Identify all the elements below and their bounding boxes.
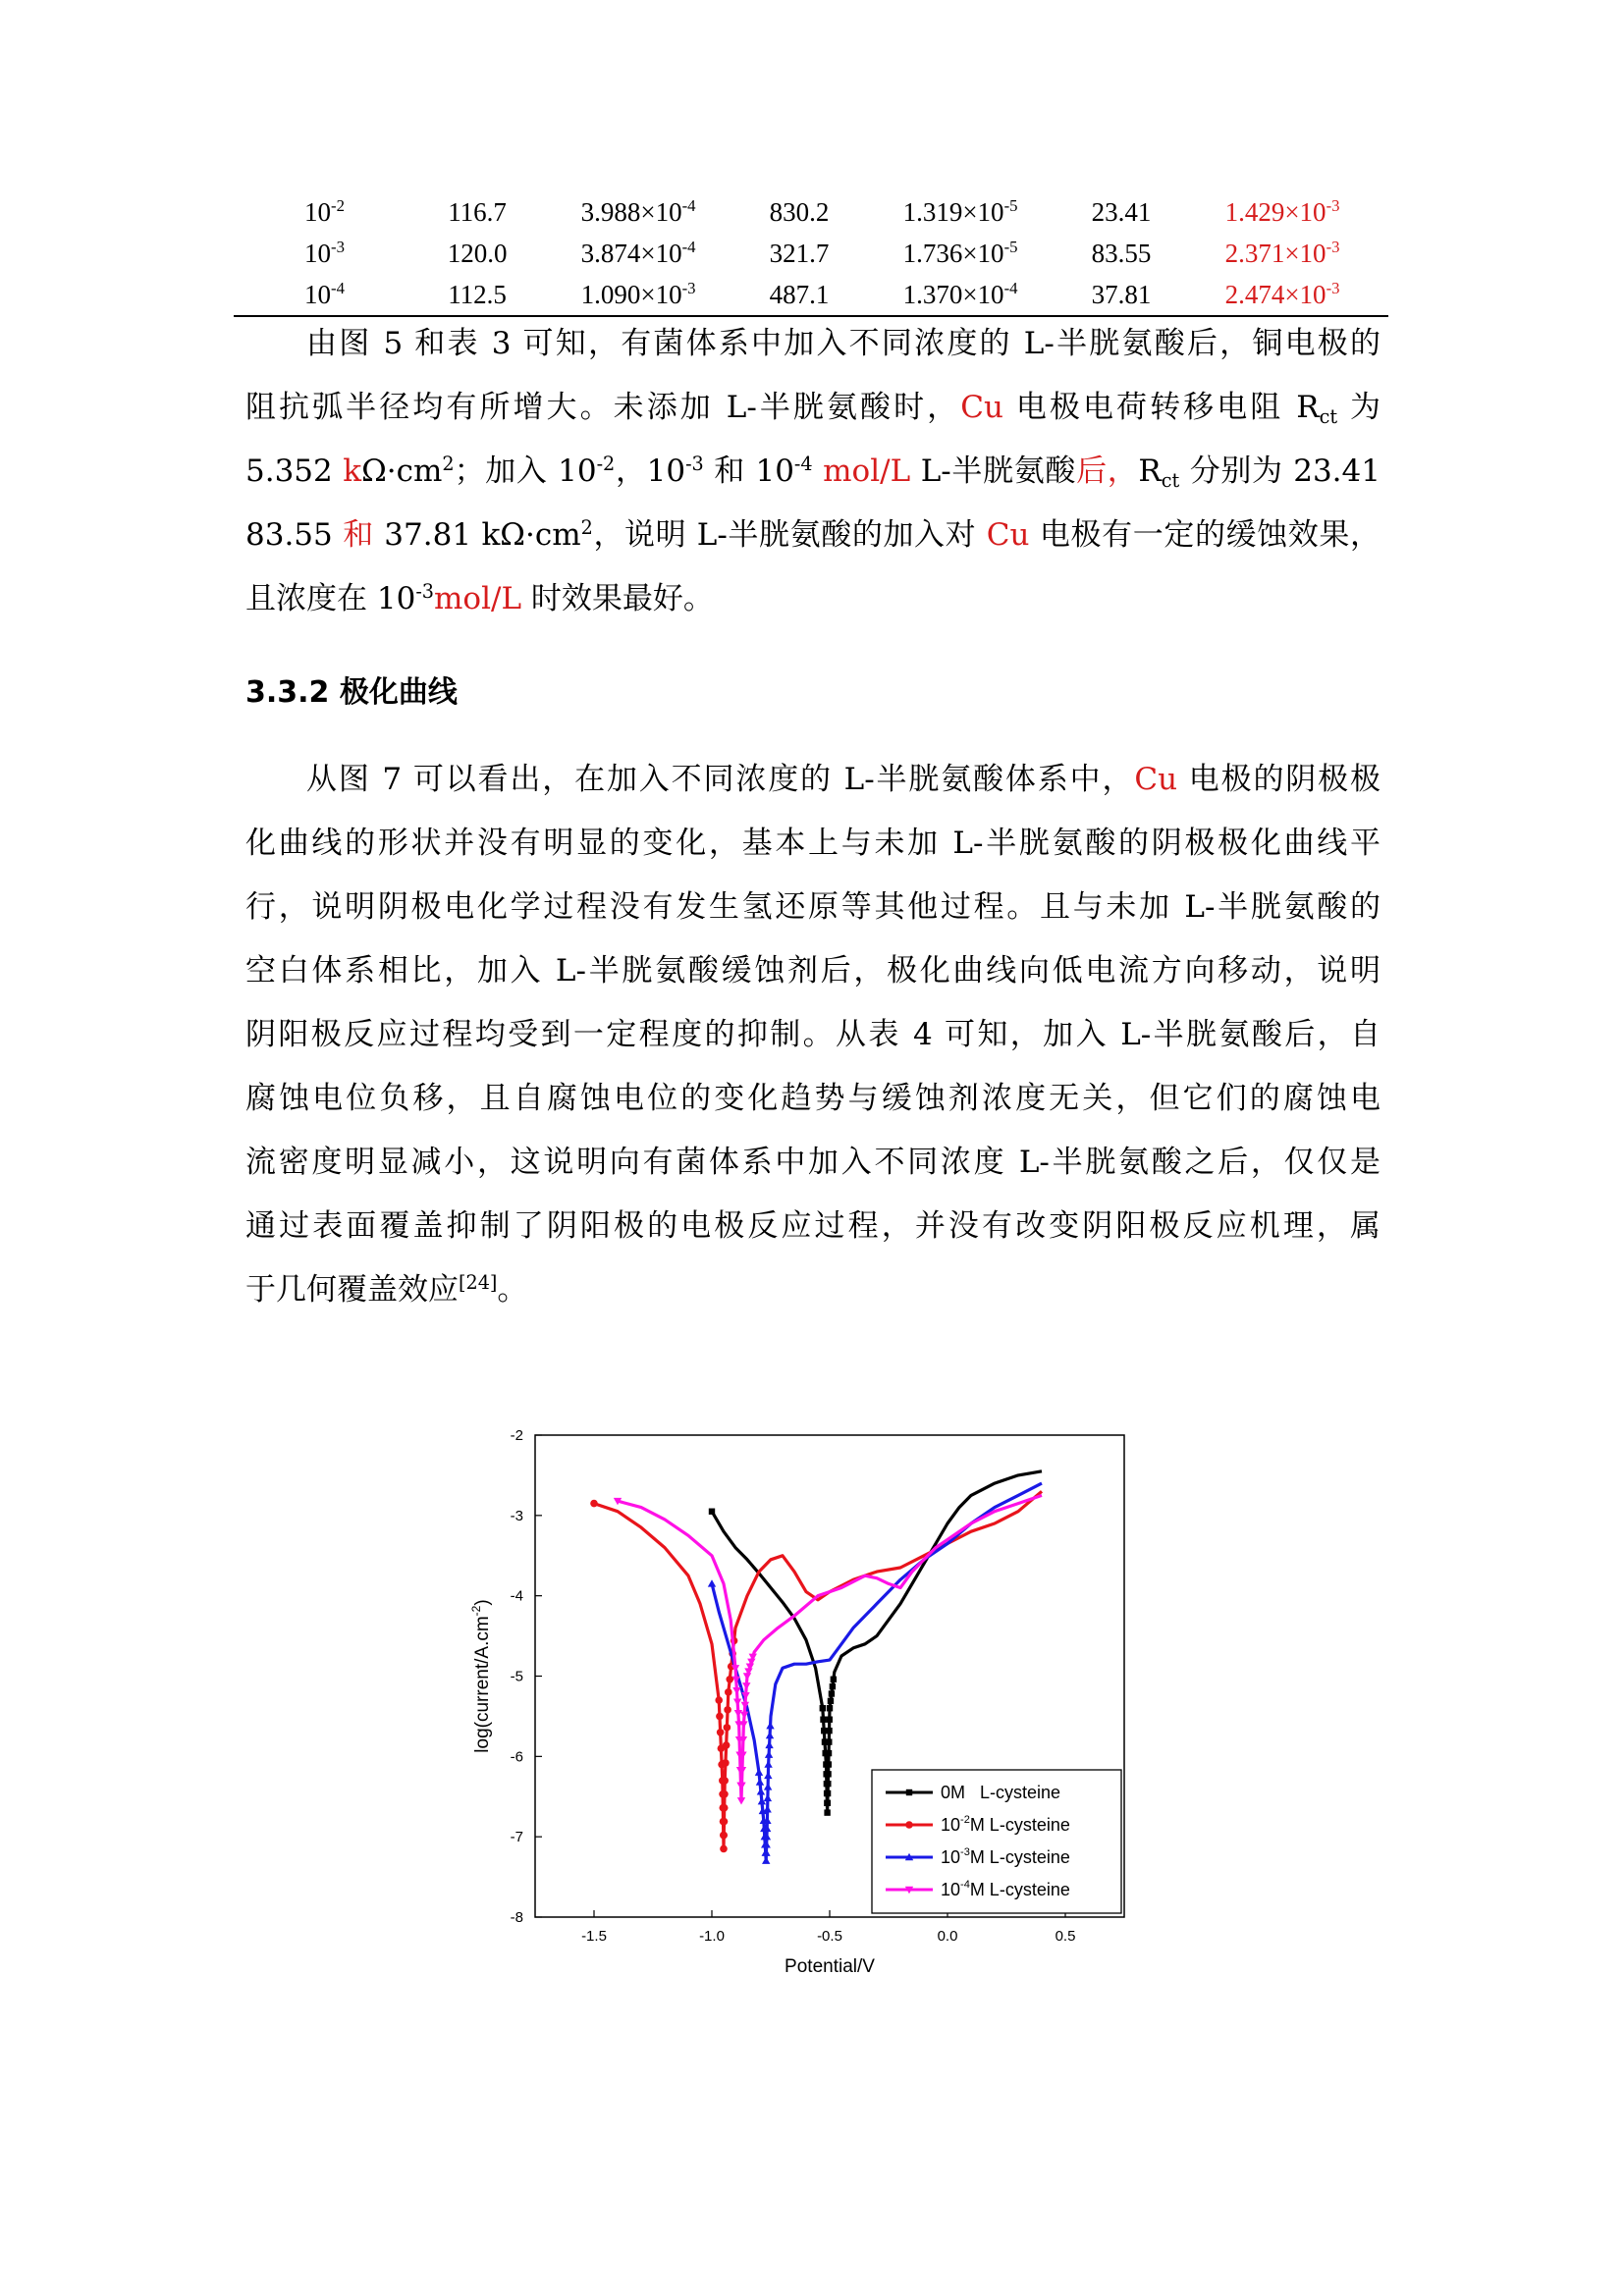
legend-entry: $10^{-2}M$ L-cysteine bbox=[941, 1814, 1070, 1835]
data-point bbox=[742, 1682, 750, 1689]
legend-entry: $10^{-4}M$ L-cysteine bbox=[941, 1879, 1070, 1899]
data-point bbox=[763, 1805, 771, 1812]
data-point bbox=[724, 1706, 731, 1714]
y-tick-label: -5 bbox=[510, 1668, 523, 1685]
data-point bbox=[820, 1716, 826, 1722]
data-point bbox=[766, 1732, 774, 1738]
data-point bbox=[721, 1790, 729, 1798]
data-point bbox=[725, 1688, 732, 1696]
data-point bbox=[724, 1724, 731, 1732]
data-point bbox=[720, 1845, 728, 1853]
data-point bbox=[715, 1696, 723, 1704]
data-point bbox=[762, 1848, 770, 1855]
paragraph-polarization: 从图 7 可以看出，在加入不同浓度的 L-半胱氨酸体系中，Cu 电极的阴极极 化曲线的形状并没有明显的变化，基本上与未加 L-半胱氨酸的阴极极化曲线平 行，说明阴极电化学过程没有发生氢还原等其他过程。且与未加 L-半胱氨酸的 空白体系相比，加入 L-半胱氨酸缓蚀剂后，极化曲线向低电流方向移动，说明 阴阳极反应过程均受到一定程度的抑制。从表 4 可知，加入 L-半胱氨酸后，自 腐蚀电位负移，且自腐蚀电位的变化趋势与缓蚀剂浓度无关，但它们的腐蚀电 流密度明显减小，这说明向有菌体系中加入不同浓度 L-半胱氨酸之后，仅仅是 通过表面覆盖抑制了阴阳极的电极反应过程，并没有改变阴阳极反应机理，属 于几何覆盖效应[24]。 bbox=[245, 762, 1380, 1308]
legend-marker bbox=[906, 1789, 912, 1795]
data-point bbox=[827, 1705, 833, 1711]
table-row: $10^{-2}$ 116.7 $3.988\times 10^{-4}$ 830.2 $1.319\times 10^{-5}$ 23.41 $1.429\times 10^{-3}$ bbox=[304, 196, 1340, 227]
paragraph-eis: 由图 5 和表 3 可知，有菌体系中加入不同浓度的 L-半胱氨酸后，铜电极的 阻抗弧半径均有所增大。未添加 L-半胱氨酸时，Cu 电极电荷转移电阻 $R_{ct}$ 为 5.352 $k\Omega\cdot cm^2$；加入 $10^{-2}$，$10^{-3}$ 和 $10^{-4}$ mol/L L-半胱氨酸后，$R_{ct}$ 分别为 23.41 83.55 和 37.81 $k\Omega\cdot cm^2$，说明 L-半胱氨酸的加入对 Cu 电极有一定的缓蚀效果， 且浓度在 $10^{-3}mol/L$ 时效果最好。 bbox=[245, 326, 1380, 616]
data-point bbox=[721, 1804, 729, 1812]
x-tick-label: -0.5 bbox=[817, 1928, 842, 1945]
x-axis-label: Potential/V bbox=[785, 1956, 875, 1977]
data-point bbox=[721, 1818, 729, 1826]
data-point bbox=[831, 1677, 837, 1682]
table-row: $10^{-4}$ 112.5 $1.090\times 10^{-3}$ 487.1 $1.370\times 10^{-4}$ 37.81 $2.474\times 10^{-3}$ bbox=[234, 274, 1388, 316]
data-point bbox=[734, 1710, 742, 1717]
data-point bbox=[828, 1698, 834, 1704]
x-tick-label: 0.0 bbox=[937, 1928, 958, 1945]
data-point bbox=[826, 1761, 832, 1767]
data-point bbox=[720, 1832, 728, 1840]
x-tick-label: -1.0 bbox=[699, 1928, 725, 1945]
y-tick-label: -3 bbox=[510, 1507, 523, 1524]
data-point bbox=[721, 1777, 729, 1785]
data-point bbox=[826, 1750, 832, 1756]
y-tick-label: -6 bbox=[510, 1748, 523, 1766]
polarization-chart bbox=[461, 1414, 1149, 1993]
legend-entry: 0M L-cysteine bbox=[941, 1783, 1061, 1802]
data-point bbox=[826, 1728, 832, 1734]
data-point bbox=[824, 1809, 830, 1815]
data-point bbox=[709, 1509, 715, 1515]
data-point bbox=[765, 1741, 773, 1748]
data-point bbox=[733, 1698, 741, 1705]
y-tick-label: -8 bbox=[510, 1909, 523, 1926]
data-point bbox=[732, 1687, 740, 1694]
x-tick-label: 0.5 bbox=[1055, 1928, 1076, 1945]
y-tick-label: -2 bbox=[510, 1427, 523, 1444]
impedance-table bbox=[234, 191, 1388, 317]
legend-entry: $10^{-3}M$ L-cysteine bbox=[941, 1846, 1070, 1867]
section-heading: 3.3.2 极化曲线 bbox=[245, 675, 458, 710]
legend-marker bbox=[905, 1821, 913, 1829]
y-tick-label: -4 bbox=[510, 1587, 523, 1605]
data-point bbox=[756, 1778, 764, 1785]
data-point bbox=[722, 1759, 730, 1767]
data-point bbox=[825, 1790, 831, 1796]
data-point bbox=[764, 1760, 772, 1767]
y-axis-label: $\log(current/A.cm^{-2})$ bbox=[469, 1599, 493, 1753]
data-point bbox=[755, 1769, 763, 1776]
data-point bbox=[764, 1794, 772, 1801]
data-point bbox=[743, 1673, 751, 1680]
data-point bbox=[826, 1738, 832, 1744]
data-point bbox=[825, 1800, 831, 1806]
data-point bbox=[764, 1783, 772, 1789]
data-point bbox=[764, 1772, 772, 1779]
data-point bbox=[829, 1690, 835, 1696]
data-point bbox=[757, 1788, 765, 1794]
data-point bbox=[708, 1579, 716, 1586]
polarization-chart-svg bbox=[461, 1414, 1149, 1993]
data-point bbox=[830, 1683, 836, 1689]
data-point bbox=[827, 1716, 833, 1722]
data-point bbox=[716, 1713, 724, 1721]
data-point bbox=[825, 1781, 831, 1787]
data-point bbox=[762, 1857, 770, 1864]
data-point bbox=[820, 1705, 826, 1711]
data-point bbox=[590, 1500, 598, 1508]
data-point bbox=[765, 1750, 773, 1757]
data-point bbox=[717, 1729, 725, 1736]
table-row: $10^{-3}$ 120.0 $3.874\times 10^{-4}$ 321.7 $1.736\times 10^{-5}$ 83.55 $2.371\times 10^{-3}$ bbox=[304, 238, 1340, 268]
x-tick-label: -1.5 bbox=[581, 1928, 607, 1945]
data-point bbox=[737, 1797, 745, 1804]
data-point bbox=[723, 1741, 731, 1749]
y-tick-label: -7 bbox=[510, 1829, 523, 1846]
data-point bbox=[825, 1771, 831, 1777]
data-point bbox=[766, 1722, 774, 1729]
